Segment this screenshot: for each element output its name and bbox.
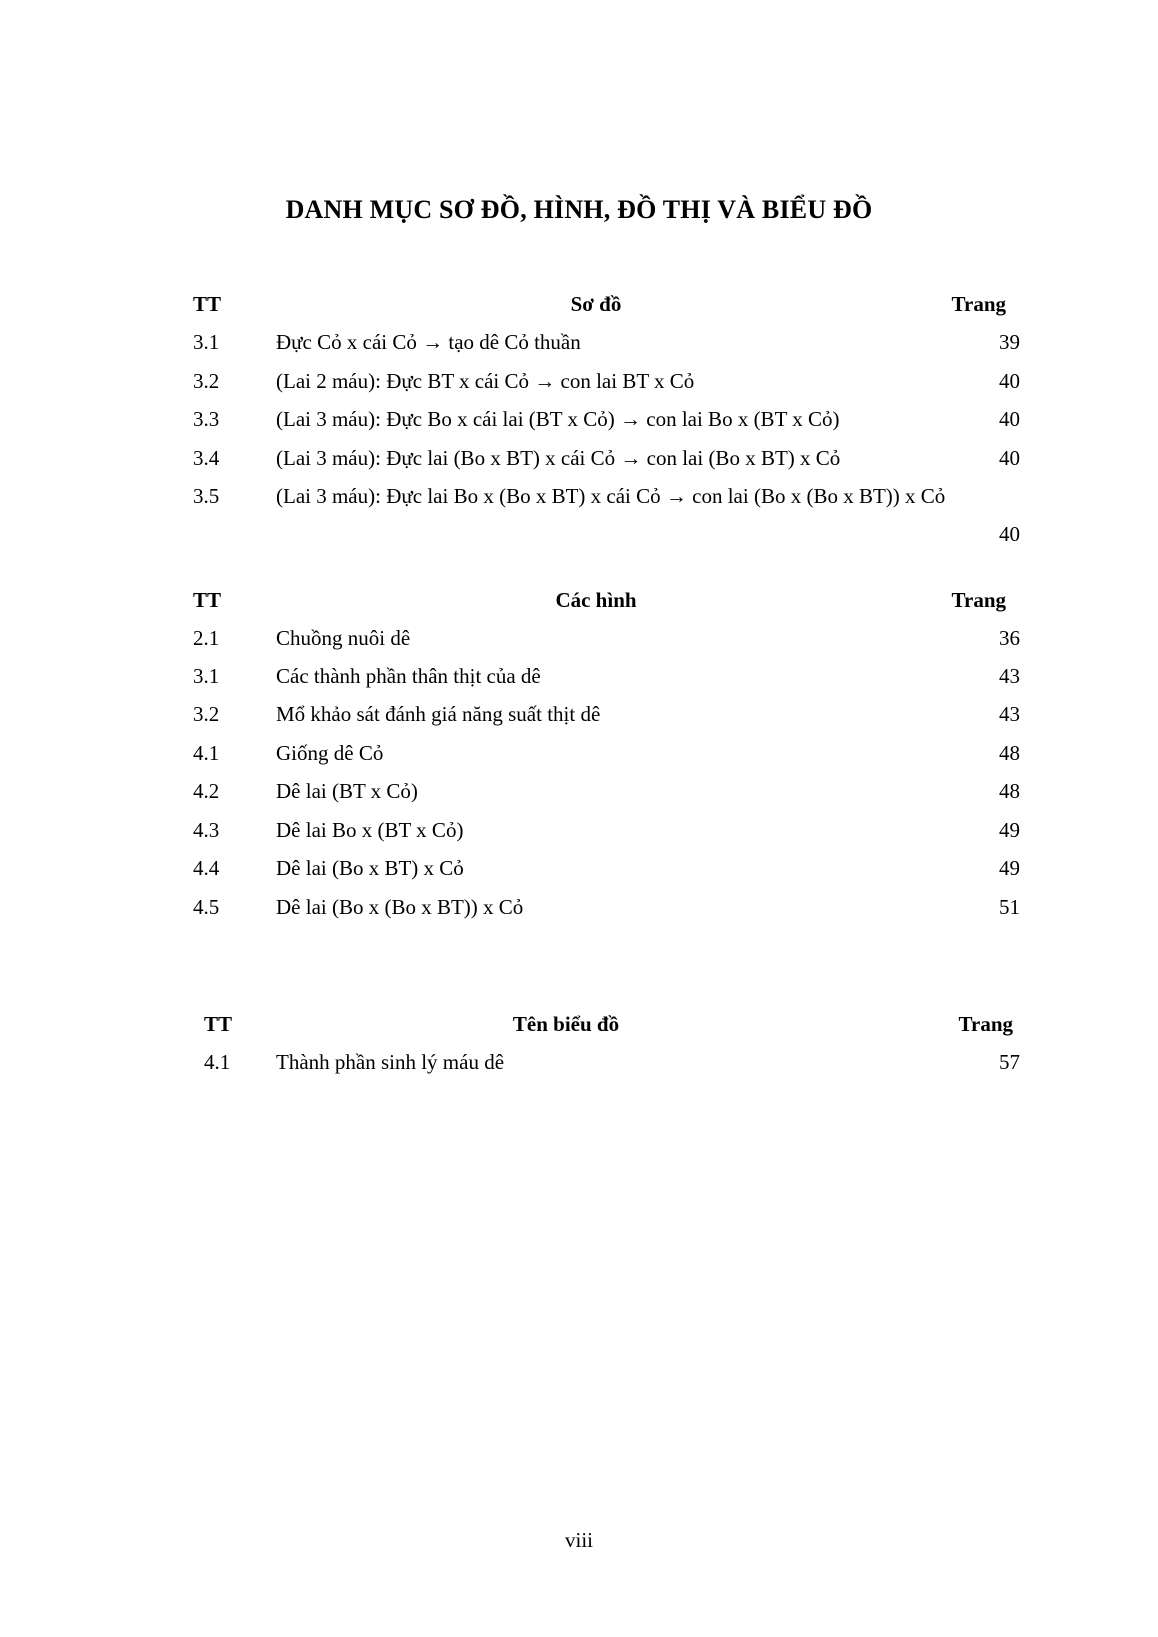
list-item	[0, 849, 1158, 887]
list-item	[0, 400, 1158, 438]
list-item	[0, 1043, 1158, 1081]
item-number: 4.5	[193, 895, 220, 919]
section-header-charts	[0, 1005, 1158, 1043]
item-text: Mổ khảo sát đánh giá năng suất thịt dê	[276, 702, 601, 726]
list-item	[0, 619, 1158, 657]
col-page: Trang	[958, 1012, 1013, 1036]
item-number: 3.5	[193, 484, 220, 508]
item-text: Đực Cỏ x cái Cỏ → tạo dê Cỏ thuần	[276, 330, 581, 354]
item-text: Dê lai (Bo x BT) x Cỏ	[276, 856, 464, 880]
item-number: 3.2	[193, 702, 220, 726]
item-text: Dê lai (Bo x (Bo x BT)) x Cỏ	[276, 895, 524, 919]
item-text: Các thành phần thân thịt của dê	[276, 664, 541, 688]
list-item	[0, 362, 1158, 400]
item-page: 49	[999, 856, 1020, 880]
item-number: 3.1	[193, 664, 220, 688]
list-item	[0, 439, 1158, 477]
col-page: Trang	[951, 588, 1006, 612]
list-item	[0, 811, 1158, 849]
item-text: Dê lai (BT x Cỏ)	[276, 779, 418, 803]
list-item	[0, 695, 1158, 733]
item-text: Dê lai Bo x (BT x Cỏ)	[276, 818, 464, 842]
item-text: (Lai 2 máu): Đực BT x cái Cỏ → con lai BT x Cỏ	[276, 369, 695, 393]
item-text: Chuồng nuôi dê	[276, 626, 411, 650]
col-name: Sơ đồ	[570, 292, 622, 316]
item-page: 48	[999, 741, 1020, 765]
item-page: 40	[999, 522, 1020, 546]
list-item	[0, 772, 1158, 810]
list-item	[0, 888, 1158, 926]
item-text: Thành phần sinh lý máu dê	[276, 1050, 505, 1074]
item-page: 43	[999, 664, 1020, 688]
col-page: Trang	[951, 292, 1006, 316]
item-page: 40	[999, 446, 1020, 470]
item-number: 4.1	[204, 1050, 231, 1074]
item-number: 4.3	[193, 818, 220, 842]
item-text: (Lai 3 máu): Đực lai (Bo x BT) x cái Cỏ → con lai (Bo x BT) x Cỏ	[276, 446, 841, 470]
item-number: 3.3	[193, 407, 220, 431]
list-item	[0, 477, 1158, 553]
col-name: Các hình	[555, 588, 637, 612]
item-number: 3.2	[193, 369, 220, 393]
list-item	[0, 657, 1158, 695]
section-header-diagrams	[0, 285, 1158, 323]
item-page: 40	[999, 369, 1020, 393]
item-number: 4.4	[193, 856, 220, 880]
item-page: 39	[999, 330, 1020, 354]
item-number: 4.2	[193, 779, 220, 803]
item-page: 57	[999, 1050, 1020, 1074]
item-text: (Lai 3 máu): Đực Bo x cái lai (BT x Cỏ) → con lai Bo x (BT x Cỏ)	[276, 407, 840, 431]
page-title: DANH MỤC SƠ ĐỒ, HÌNH, ĐỒ THỊ VÀ BIỂU ĐỒ	[285, 195, 873, 224]
section-header-figures	[0, 581, 1158, 619]
list-item	[0, 323, 1158, 361]
item-page: 43	[999, 702, 1020, 726]
list-item	[0, 734, 1158, 772]
item-page: 40	[999, 407, 1020, 431]
col-tt: TT	[193, 588, 222, 612]
item-number: 3.1	[193, 330, 220, 354]
item-page: 48	[999, 779, 1020, 803]
item-number: 3.4	[193, 446, 220, 470]
item-page: 51	[999, 895, 1020, 919]
item-number: 4.1	[193, 741, 220, 765]
item-page: 36	[999, 626, 1020, 650]
page-number: viii	[564, 1528, 593, 1552]
item-number: 2.1	[193, 626, 220, 650]
item-text: (Lai 3 máu): Đực lai Bo x (Bo x BT) x cái Cỏ → con lai (Bo x (Bo x BT)) x Cỏ	[276, 484, 946, 508]
item-text: Giống dê Cỏ	[276, 741, 384, 765]
col-name: Tên biểu đồ	[512, 1012, 620, 1036]
item-page: 49	[999, 818, 1020, 842]
col-tt: TT	[193, 292, 222, 316]
col-tt: TT	[204, 1012, 233, 1036]
